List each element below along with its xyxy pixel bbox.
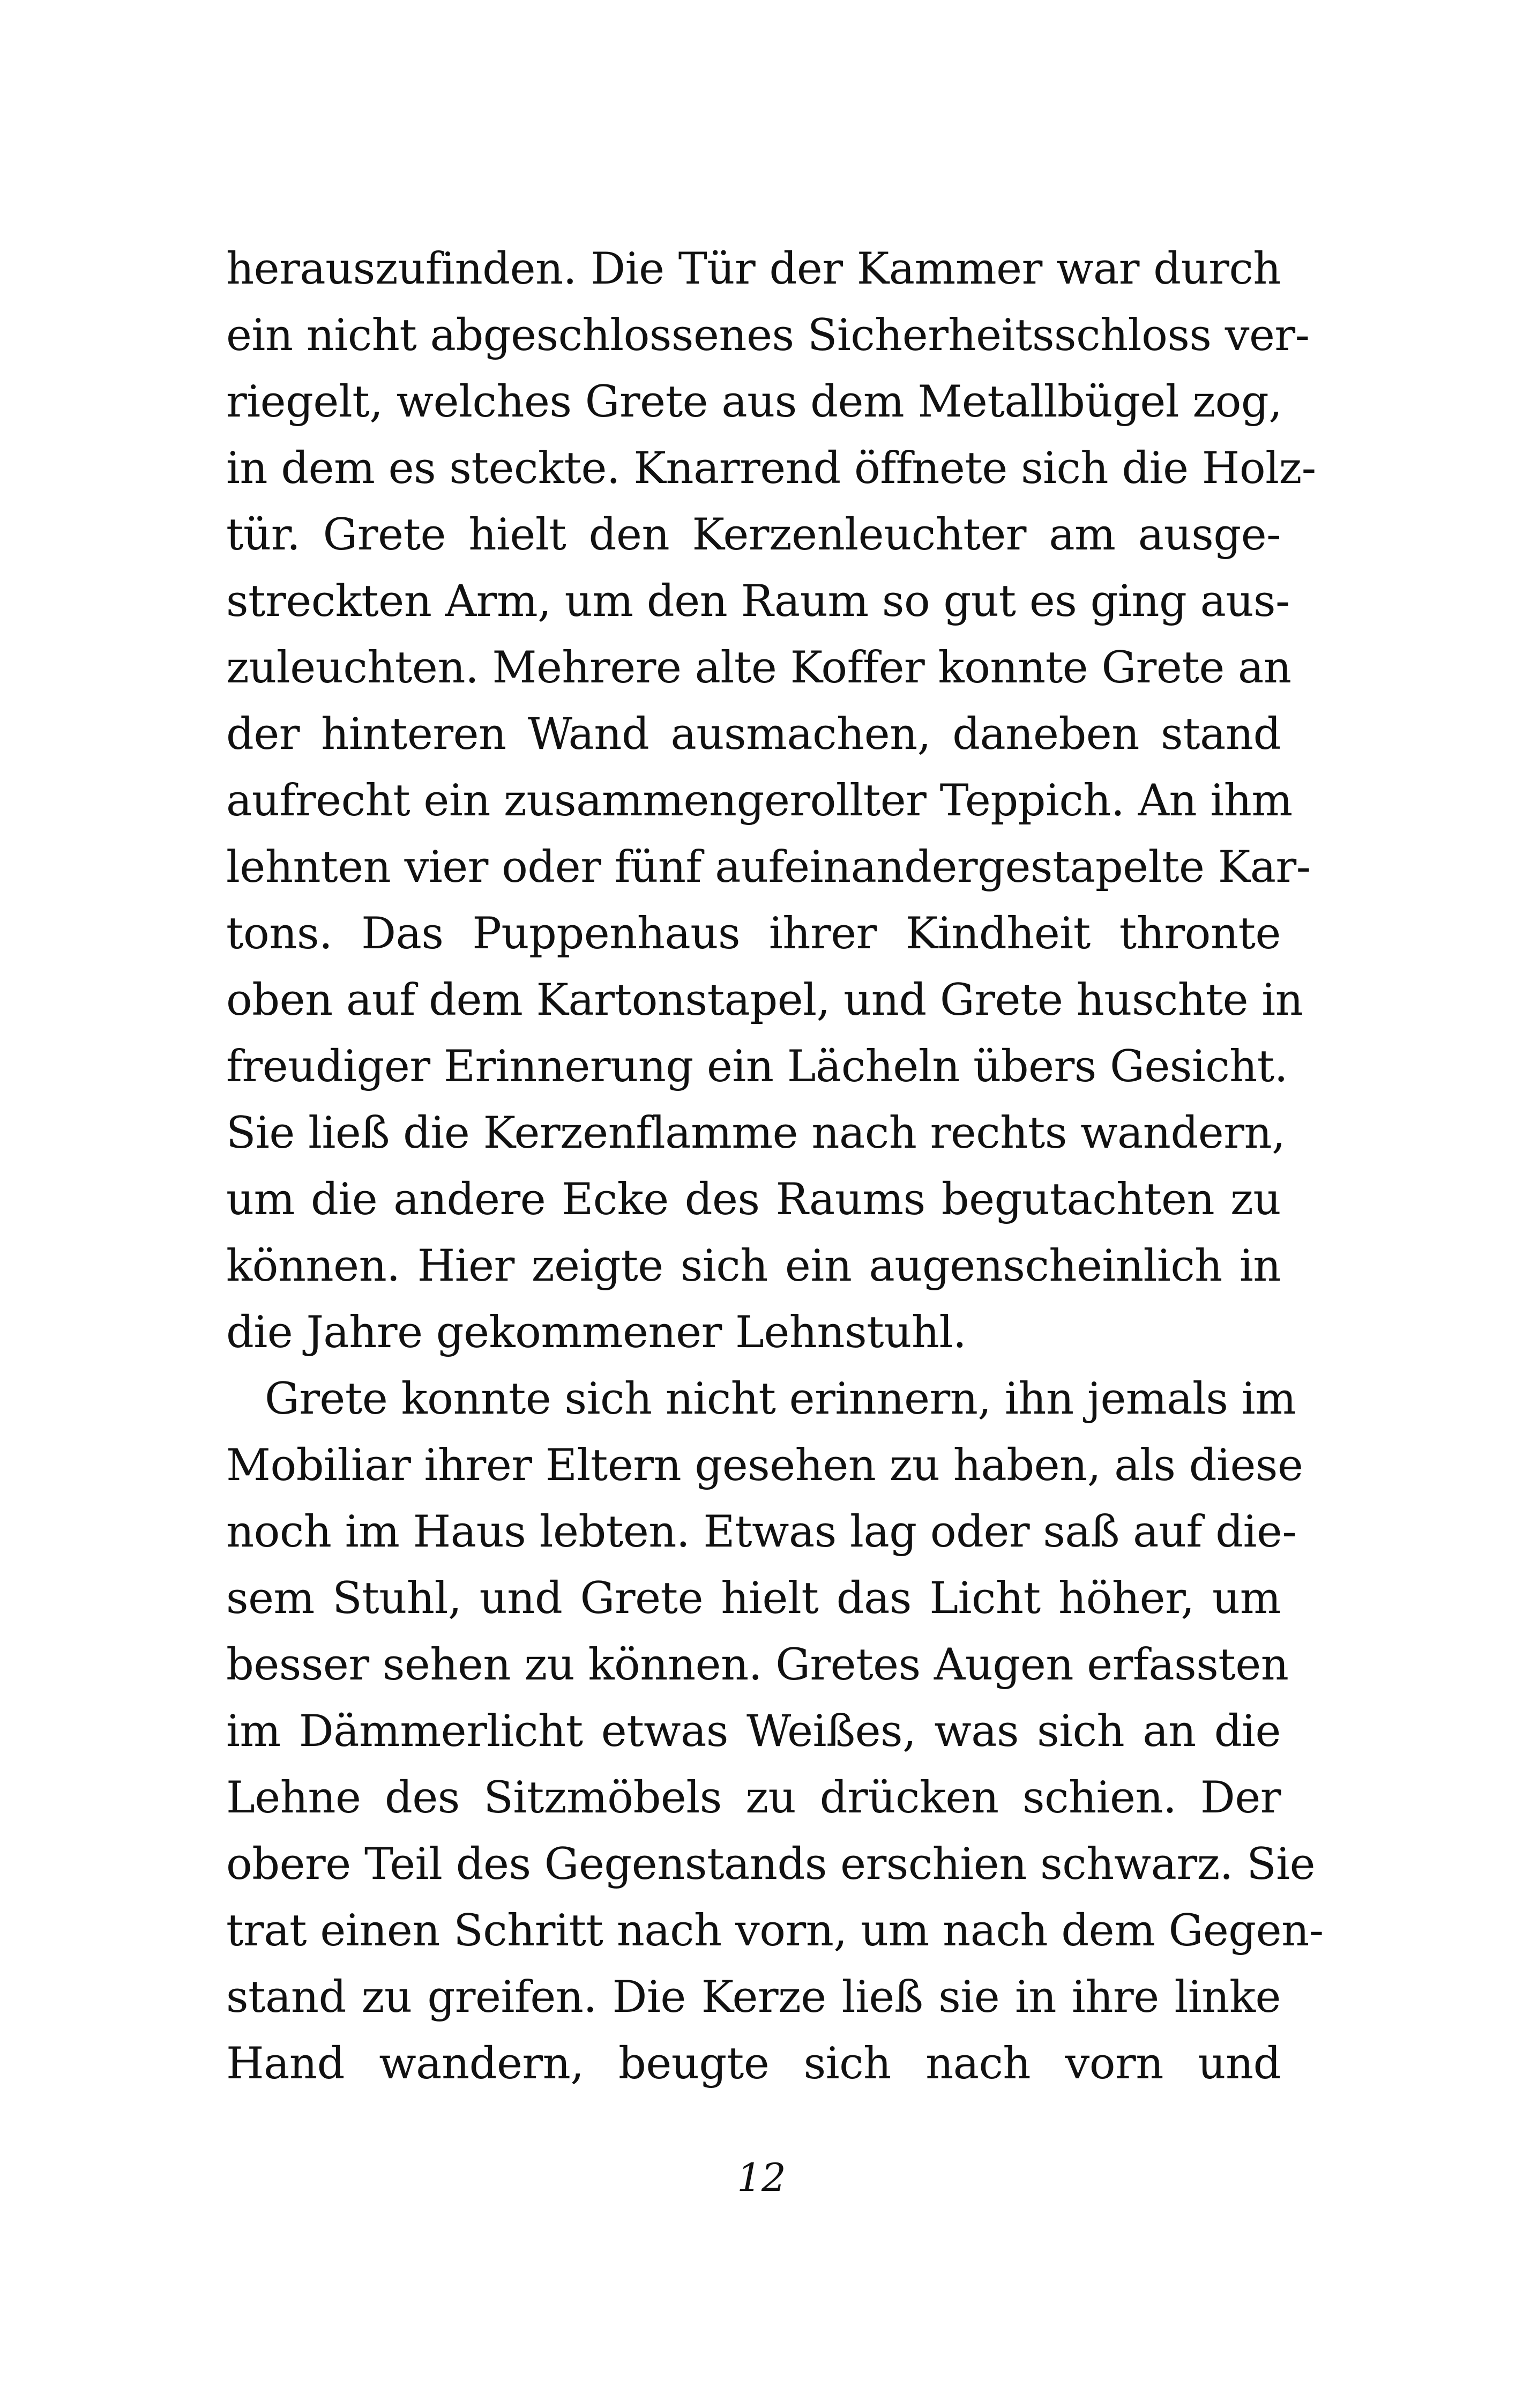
text-line: ein nicht abgeschlossenes Sicherheitsschloss ver- — [226, 310, 1310, 361]
text-line: im Dämmerlicht etwas Weißes, was sich an die — [226, 1706, 1281, 1757]
text-line: freudiger Erinnerung ein Lächeln übers Gesicht. — [226, 1042, 1288, 1092]
text-line: herauszufinden. Die Tür der Kammer war durch — [226, 244, 1281, 294]
text-line: in dem es steckte. Knarrend öffnete sich die Holz- — [226, 443, 1316, 494]
text-line: oben auf dem Kartonstapel, und Grete huschte in — [226, 975, 1303, 1025]
body-text — [226, 236, 1324, 2097]
text-line: die Jahre gekommener Lehnstuhl. — [226, 1307, 967, 1358]
text-line: Sie ließ die Kerzenflamme nach rechts wandern, — [226, 1108, 1286, 1158]
text-line: um die andere Ecke des Raums begutachten zu — [226, 1175, 1281, 1225]
page-number: 12 — [737, 2155, 786, 2200]
text-line: lehnten vier oder fünf aufeinandergestapelte Kar- — [226, 842, 1311, 893]
text-line: streckten Arm, um den Raum so gut es ging aus- — [226, 576, 1290, 627]
text-line: obere Teil des Gegenstands erschien schwarz. Sie — [226, 1839, 1316, 1890]
text-line: stand zu greifen. Die Kerze ließ sie in ihre linke — [226, 1972, 1281, 2023]
text-line: können. Hier zeigte sich ein augenscheinlich in — [226, 1241, 1281, 1291]
text-line: trat einen Schritt nach vorn, um nach dem Gegen- — [226, 1906, 1324, 1956]
text-line: noch im Haus lebten. Etwas lag oder saß auf die- — [226, 1507, 1297, 1557]
text-line: besser sehen zu können. Gretes Augen erfassten — [226, 1640, 1289, 1690]
text-line: tons. Das Puppenhaus ihrer Kindheit thronte — [226, 909, 1281, 959]
text-line: der hinteren Wand ausmachen, daneben stand — [226, 709, 1281, 760]
text-line: tür. Grete hielt den Kerzenleuchter am ausge- — [226, 510, 1281, 560]
text-line: Grete konnte sich nicht erinnern, ihn jemals im — [265, 1374, 1296, 1424]
text-line: Hand wandern, beugte sich nach vorn und — [226, 2039, 1281, 2089]
text-line: riegelt, welches Grete aus dem Metallbügel zog, — [226, 377, 1282, 427]
text-line: zuleuchten. Mehrere alte Koffer konnte Grete an — [226, 643, 1291, 693]
text-line: Mobiliar ihrer Eltern gesehen zu haben, als diese — [226, 1440, 1303, 1491]
text-line: sem Stuhl, und Grete hielt das Licht höher, um — [226, 1573, 1281, 1624]
text-line: aufrecht ein zusammengerollter Teppich. An ihm — [226, 776, 1293, 826]
text-line: Lehne des Sitzmöbels zu drücken schien. Der — [226, 1773, 1281, 1823]
